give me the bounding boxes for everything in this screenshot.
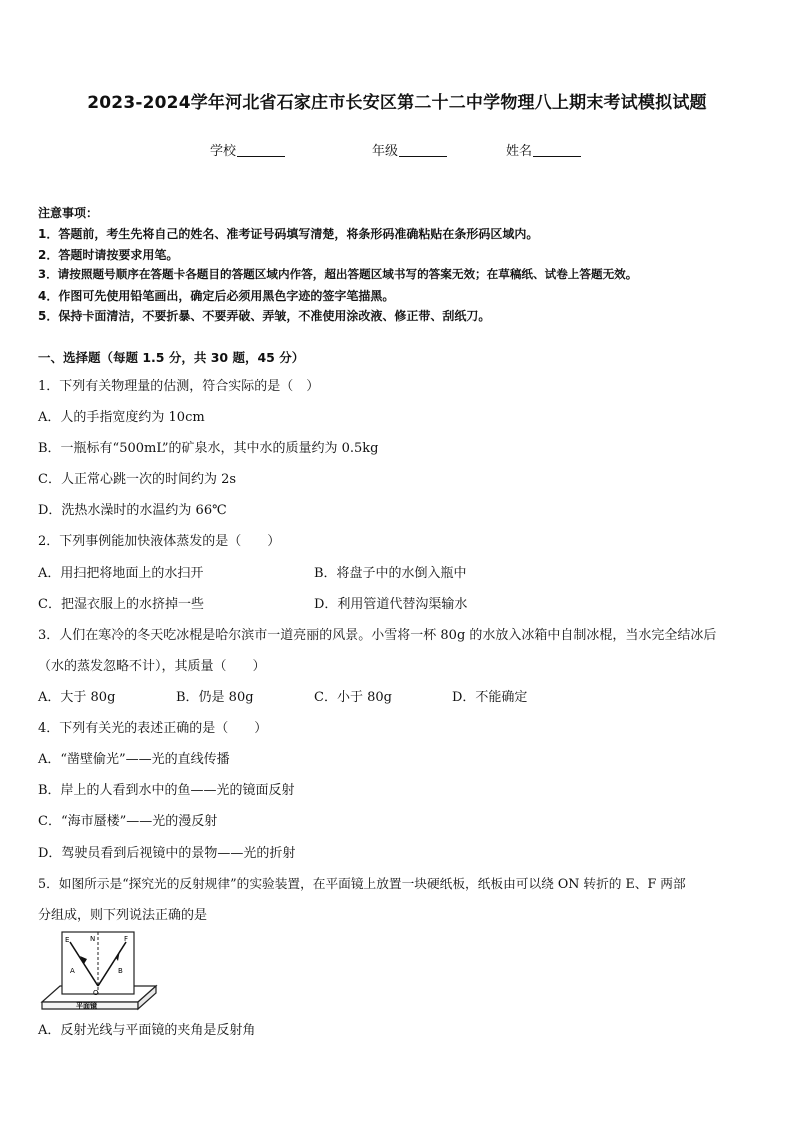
question-3-option-c: C．小于 80g <box>314 690 392 705</box>
question-4-option-b: B．岸上的人看到水中的鱼——光的镜面反射 <box>38 783 295 798</box>
question-2-option-a: A．用扫把将地面上的水扫开 <box>38 566 204 581</box>
question-3-stem-line1: 3．人们在寒冷的冬天吃冰棍是哈尔滨市一道亮丽的风景。小雪将一杯 80g 的水放入冰箱中自制冰棍，当水完全结冰后 <box>38 628 717 643</box>
question-2-option-d: D．利用管道代替沟渠输水 <box>314 597 468 612</box>
question-1-stem: 1．下列有关物理量的估测，符合实际的是（ ） <box>38 379 320 394</box>
note-item: 3．请按照题号顺序在答题卡各题目的答题区域内作答，超出答题区域书写的答案无效；在草稿纸、试卷上答题无效。 <box>38 267 638 281</box>
question-1-option-a: A．人的手指宽度约为 10cm <box>38 410 205 425</box>
question-4-option-c: C．“海市蜃楼”——光的漫反射 <box>38 814 218 829</box>
page-title: 2023-2024学年河北省石家庄市长安区第二十二中学物理八上期末考试模拟试题 <box>87 93 707 113</box>
question-1-option-d: D．洗热水澡时的水温约为 66℃ <box>38 503 227 518</box>
label-f: F <box>124 935 129 943</box>
question-5-stem-line2: 分组成，则下列说法正确的是 <box>38 908 208 923</box>
name-label: 姓名 <box>506 144 533 159</box>
note-item: 5．保持卡面清洁，不要折暴、不要弄破、弄皱，不准使用涂改液、修正带、刮纸刀。 <box>38 309 491 323</box>
question-1-option-b: B．一瓶标有“500mL”的矿泉水，其中水的质量约为 0.5kg <box>38 441 379 456</box>
label-e: E <box>65 936 70 944</box>
label-a: A <box>70 967 75 975</box>
label-o: O <box>93 989 99 997</box>
school-label: 学校 <box>210 144 237 159</box>
reflection-experiment-figure <box>40 928 158 1014</box>
notes-heading: 注意事项： <box>38 206 99 220</box>
question-3-option-a: A．大于 80g <box>38 690 116 705</box>
school-field <box>210 140 285 159</box>
section-heading: 一、选择题（每题 1.5 分，共 30 题，45 分） <box>38 350 305 365</box>
question-2-option-b: B．将盘子中的水倒入瓶中 <box>314 566 467 581</box>
question-5-option-a: A．反射光线与平面镜的夹角是反射角 <box>38 1023 256 1038</box>
question-2-option-c: C．把湿衣服上的水挤掉一些 <box>38 597 204 612</box>
question-3-stem-line2: （水的蒸发忽略不计），其质量（ ） <box>38 659 266 674</box>
question-5-stem-line1: 5．如图所示是“探究光的反射规律”的实验装置，在平面镜上放置一块硬纸板，纸板由可以绕 ON 转折的 E、F 两部 <box>38 876 686 891</box>
school-blank <box>237 142 285 157</box>
name-blank <box>533 142 581 157</box>
grade-blank <box>399 142 447 157</box>
grade-field <box>372 140 447 159</box>
question-3-option-d: D．不能确定 <box>452 690 528 705</box>
note-item: 2．答题时请按要求用笔。 <box>38 248 179 262</box>
question-4-option-d: D．驾驶员看到后视镜中的景物——光的折射 <box>38 846 296 861</box>
label-b: B <box>118 967 123 975</box>
question-3-option-b: B．仍是 80g <box>176 690 254 705</box>
question-1-option-c: C．人正常心跳一次的时间约为 2s <box>38 472 237 487</box>
note-item: 4．作图可先使用铅笔画出，确定后必须用黑色字迹的签字笔描黑。 <box>38 289 395 303</box>
label-n: N <box>90 935 96 943</box>
question-4-option-a: A．“凿壁偷光”——光的直线传播 <box>38 752 230 767</box>
name-field <box>506 140 581 159</box>
note-item: 1．答题前，考生先将自己的姓名、准考证号码填写清楚，将条形码准确粘贴在条形码区域内。 <box>38 227 539 241</box>
label-mirror: 平面镜 <box>76 1002 97 1010</box>
question-4-stem: 4．下列有关光的表述正确的是（ ） <box>38 721 268 736</box>
grade-label: 年级 <box>372 144 399 159</box>
question-2-stem: 2．下列事例能加快液体蒸发的是（ ） <box>38 534 281 549</box>
